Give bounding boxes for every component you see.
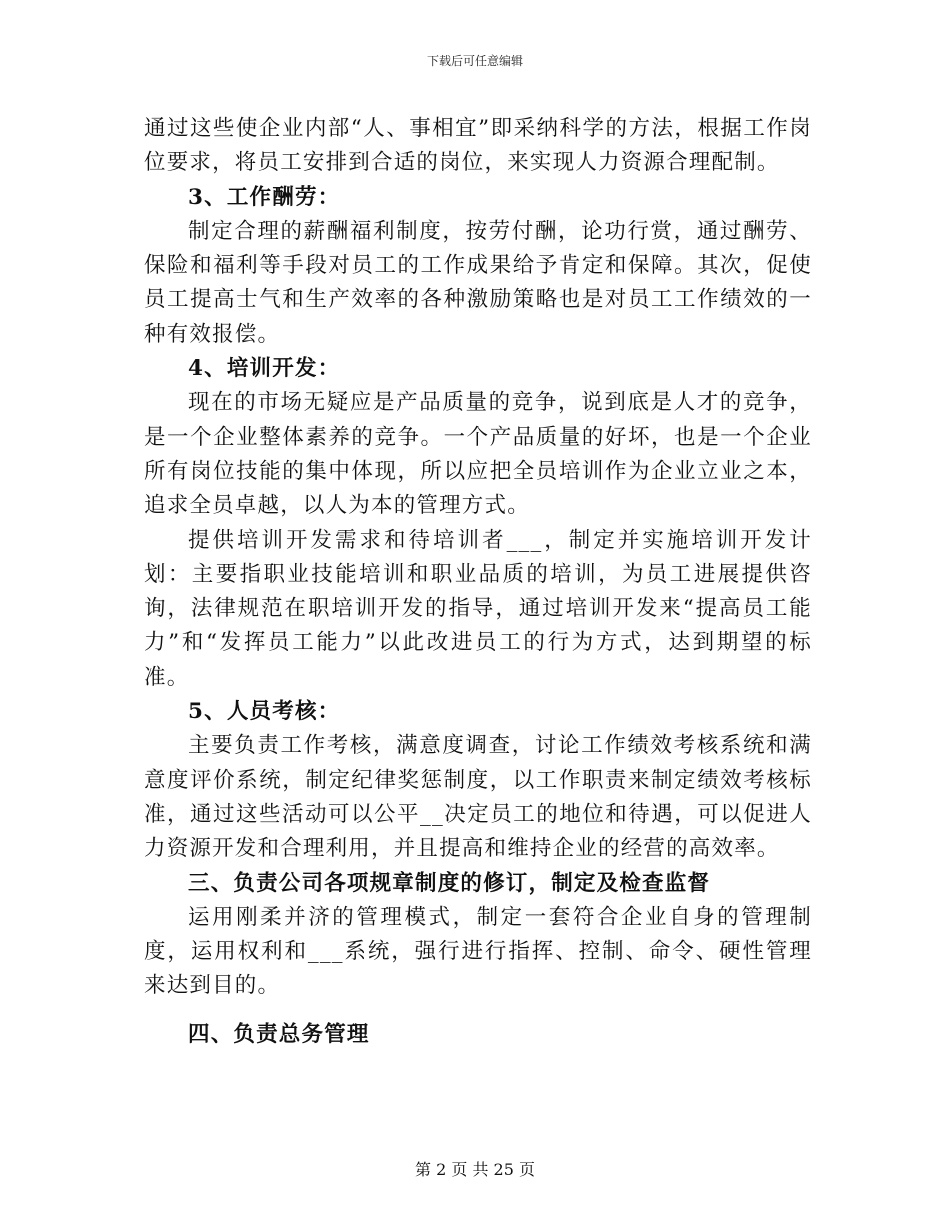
page-number-footer: 第 2 页 共 25 页 [415, 1160, 535, 1179]
paragraph-training-2: 提供培训开发需求和待培训者___，制定并实施培训开发计划：主要指职业技能培训和职业品质的培训，为员工进展提供咨询，法律规范在职培训开发的指导，通过培训开发来“提高员工能力”和“发挥员工能力”以此改进员工的行为方式，达到期望的标准。 [144, 527, 812, 690]
paragraph-compensation: 制定合理的薪酬福利制度，按劳付酬，论功行赏，通过酬劳、保险和福利等手段对员工的工作成果给予肯定和保障。其次，促使员工提高士气和生产效率的各种激励策略也是对员工工作绩效的一种有效报偿。 [144, 218, 812, 347]
section-heading-general-affairs: 四、负责总务管理 [188, 1021, 370, 1047]
paragraph-regulations: 运用刚柔并济的管理模式，制定一套符合企业自身的管理制度，运用权利和___系统，强行进行指挥、控制、命令、硬性管理来达到目的。 [144, 904, 812, 999]
section-heading-compensation: 3、工作酬劳： [188, 184, 341, 210]
page-header-note: 下载后可任意编辑 [426, 54, 523, 68]
section-heading-regulations: 三、负责公司各项规章制度的修订，制定及检查监督 [188, 870, 711, 896]
paragraph-training-1: 现在的市场无疑应是产品质量的竞争，说到底是人才的竞争，是一个企业整体素养的竞争。一个产品质量的好坏，也是一个企业所有岗位技能的集中体现，所以应把全员培训作为企业立业之本，追求全员卓越，以人为本的管理方式。 [144, 390, 812, 519]
document-body [144, 112, 812, 1052]
paragraph-assessment: 主要负责工作考核，满意度调查，讨论工作绩效考核系统和满意度评价系统，制定纪律奖惩制度，以工作职责来制定绩效考核标准，通过这些活动可以公平__决定员工的地位和待遇，可以促进人力资源开发和合理利用，并且提高和维持企业的经营的高效率。 [144, 733, 812, 862]
section-heading-training: 4、培训开发： [188, 356, 341, 382]
paragraph-staffing: 通过这些使企业内部“人、事相宜”即采纳科学的方法，根据工作岗位要求，将员工安排到合适的岗位，来实现人力资源合理配制。 [144, 116, 812, 176]
section-heading-assessment: 5、人员考核： [188, 699, 341, 725]
